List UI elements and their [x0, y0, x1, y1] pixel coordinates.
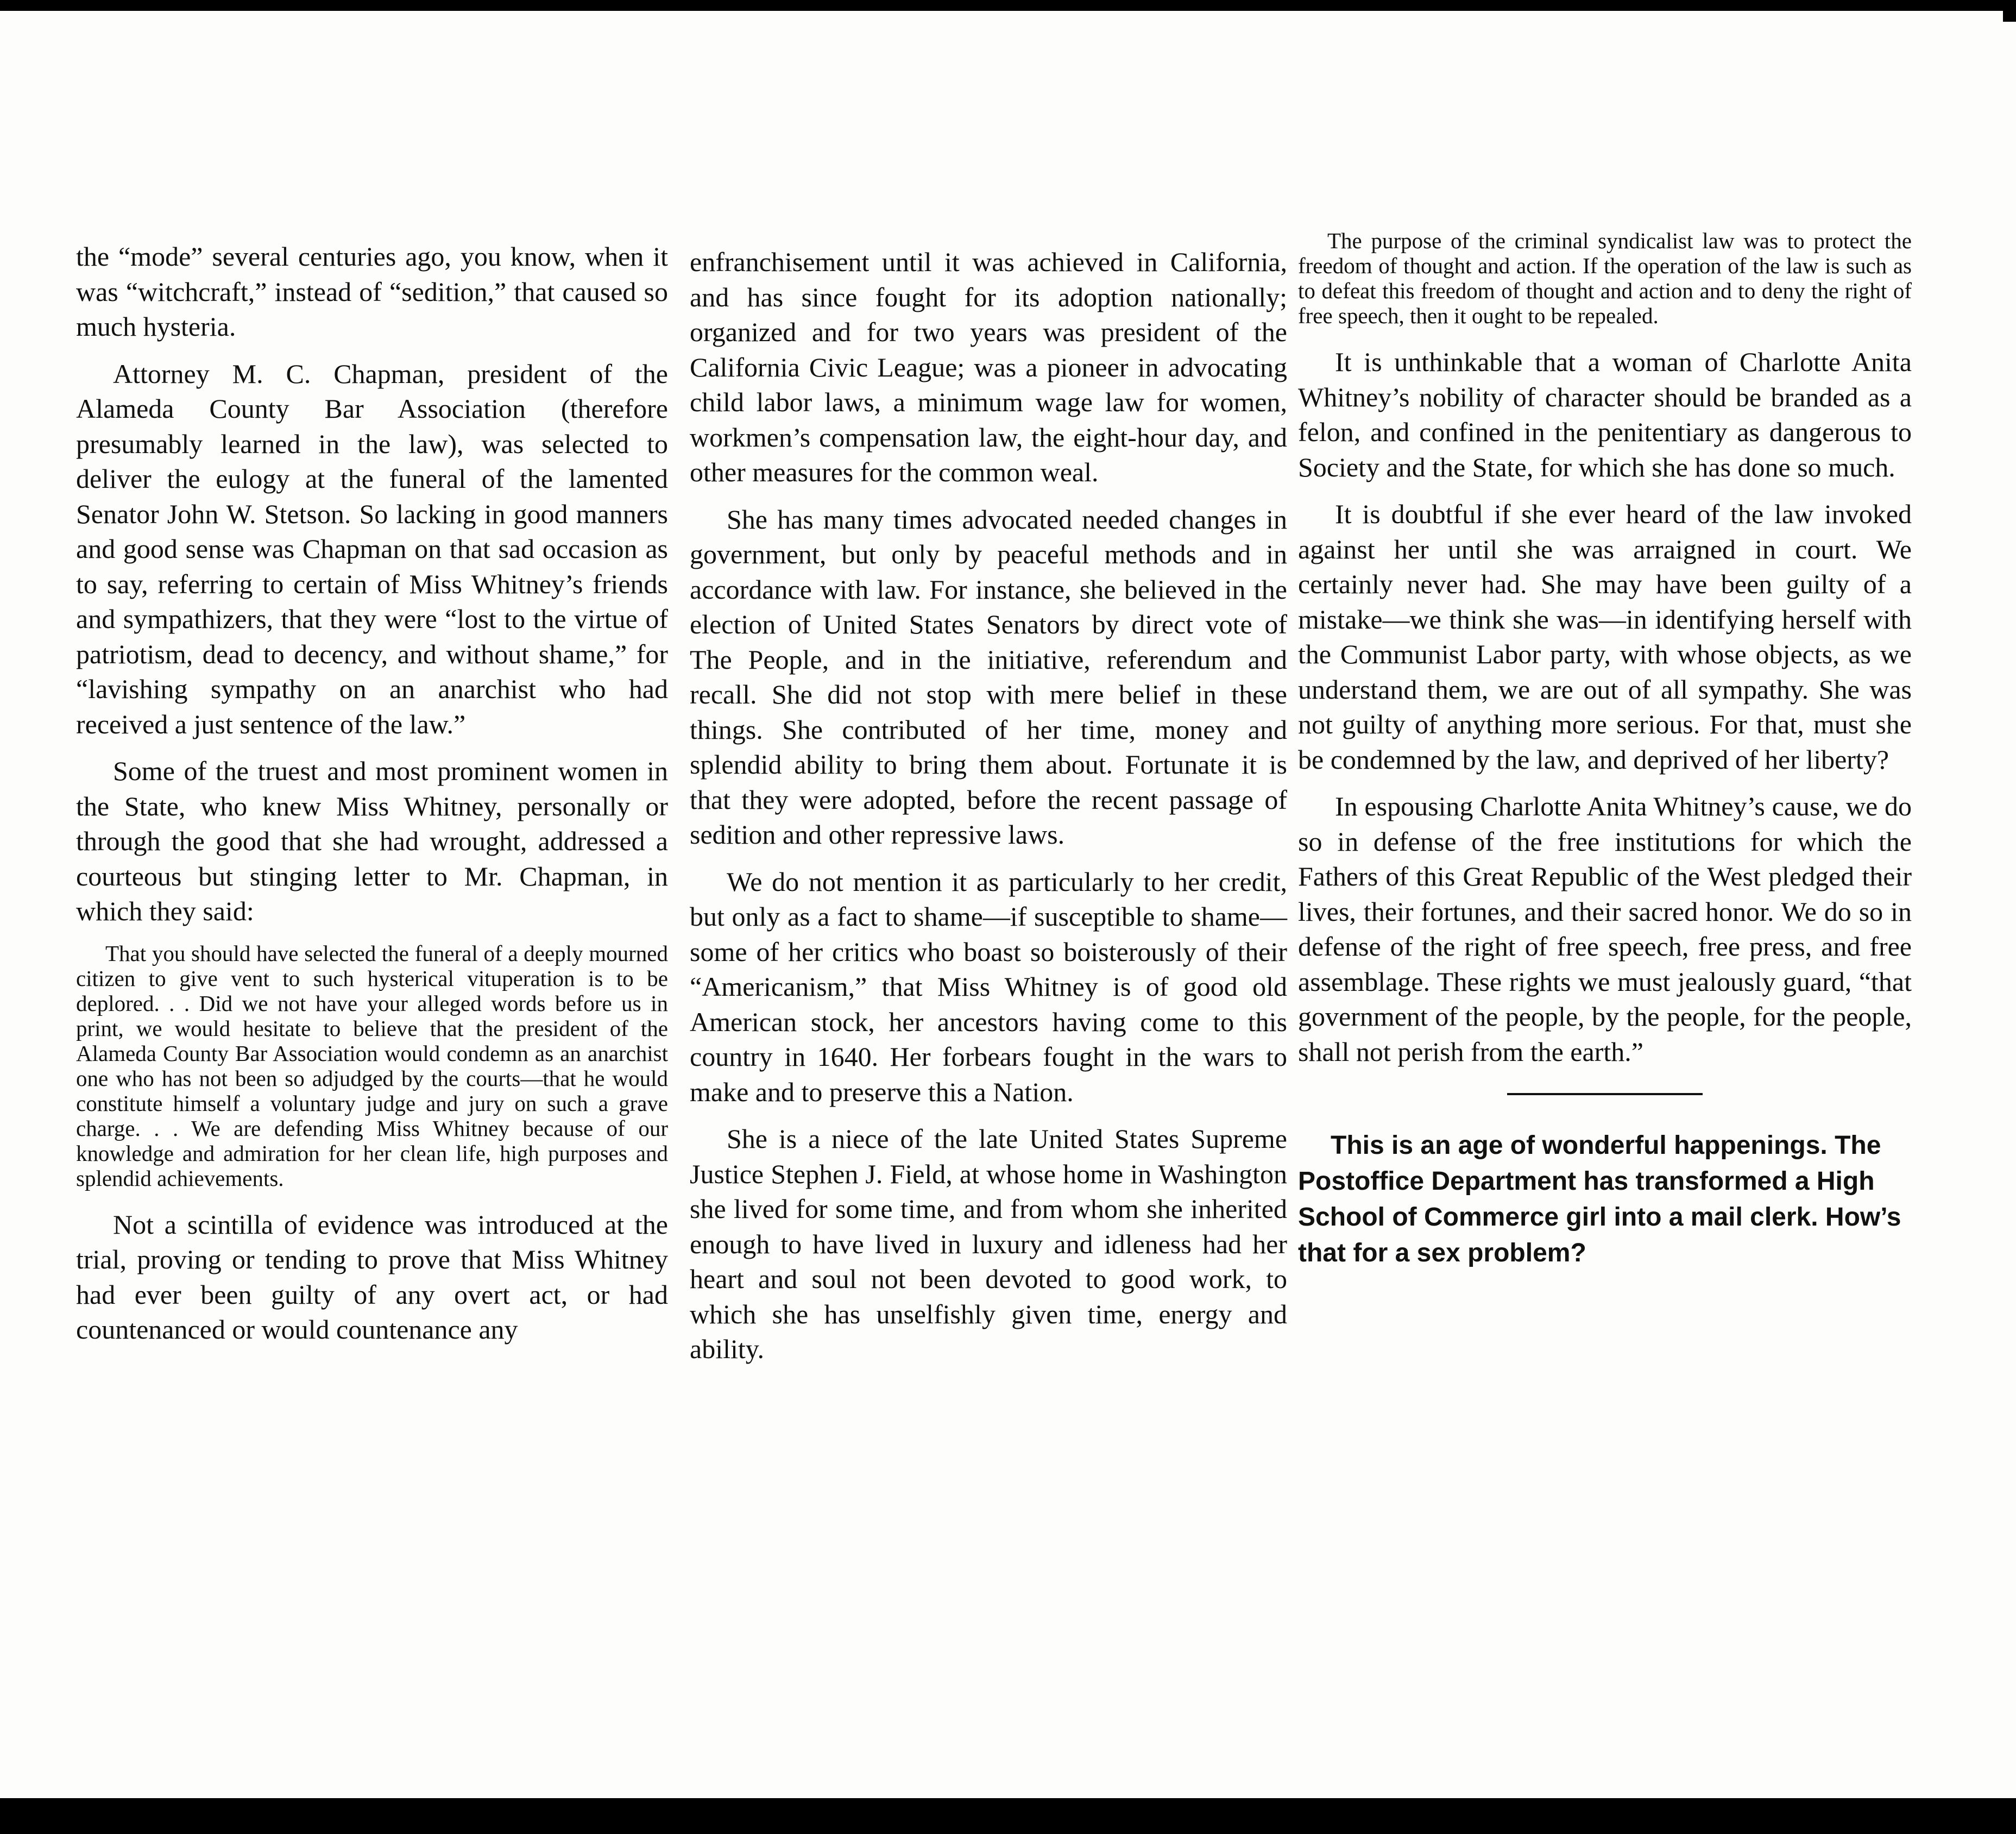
paragraph: In espousing Charlotte Anita Whitney’s cause, we do so in defense of the free institutions for which the Fathers of this Great Republic of the West pledged their lives, their fortunes, and their sacred honor. We do so in defense of the right of free speech, free press, and free assemblage. These rights we must jealously guard, “that government of the people, by the people, for the people, shall not perish from the earth.”: [1298, 791, 1912, 1067]
block-quote: That you should have selected the funeral of a deeply mourned citizen to give vent to such hysterical vituperation is to be deplored. . . Did we not have your alleged words before us in print, we would hesitate to believe that the president of the Alameda County Bar Association would condemn as an anarchist one who has not been so adjudged by the courts—that he would constitute himself a voluntary judge and jury on such a grave charge. . . We are defending Miss Whitney because of our knowledge and admiration for her clean life, high purposes and splendid achievements.: [76, 940, 668, 1191]
section-divider: [1507, 1093, 1703, 1095]
paragraph: Not a scintilla of evidence was introduced at the trial, proving or tending to prove that Miss Whitney had ever been guilty of any overt act, or had countenanced or would countenance any: [76, 1209, 668, 1345]
column-1: [76, 239, 668, 1359]
column-2: [690, 244, 1287, 1379]
closing-note: This is an age of wonderful happenings. The Postoffice Department has transformed a High School of Commerce girl into a mail clerk. How’s that for a sex problem?: [1298, 1131, 1901, 1267]
paragraph: Attorney M. C. Chapman, president of the Alameda County Bar Association (therefore presumably learned in the law), was selected to deliver the eulogy at the funeral of the lamented Senator John W. Stetson. So lacking in good manners and good sense was Chapman on that sad occasion as to say, referring to certain of Miss Whitney’s friends and sympathizers, that they were “lost to the virtue of patriotism, dead to decency, and without shame,” for “lavishing sympathy on an anarchist who had received a just sentence of the law.”: [76, 358, 668, 739]
paragraph: We do not mention it as particularly to her credit, but only as a fact to shame—if susceptible to shame—some of her critics who boast so boisterously of their “Americanism,” that Miss Whitney is of good old American stock, her ancestors having come to this country in 1640. Her forbears fought in the wars to make and to preserve this a Nation.: [690, 866, 1287, 1107]
column-3: [1298, 228, 1912, 1271]
paragraph-small-print: The purpose of the criminal syndicalist law was to protect the freedom of thought and action. If the operation of the law is such as to defeat this freedom of thought and action and to deny the right of free speech, then it ought to be repealed.: [1298, 228, 1912, 328]
scanned-page: [0, 11, 2016, 1798]
paragraph: the “mode” several centuries ago, you know, when it was “witchcraft,” instead of “sedition,” that caused so much hysteria.: [76, 241, 668, 342]
paragraph: Some of the truest and most prominent women in the State, who knew Miss Whitney, personally or through the good that she had wrought, addressed a courteous but stinging letter to Mr. Chapman, in which they said:: [76, 756, 668, 926]
paragraph: enfranchisement until it was achieved in California, and has since fought for its adoption nationally; organized and for two years was president of the California Civic League; was a pioneer in advocating child labor laws, a minimum wage law for women, workmen’s compensation law, the eight-hour day, and other measures for the common weal.: [690, 247, 1287, 487]
paragraph: It is doubtful if she ever heard of the law invoked against her until she was arraigned in court. We certainly never had. She may have been guilty of a mistake—we think she was—in identifying herself with the Communist Labor party, with whose objects, as we understand them, we are out of all sympathy. She was not guilty of anything more serious. For that, must she be condemned by the law, and deprived of her liberty?: [1298, 499, 1912, 775]
corner-mark: [2003, 11, 2016, 22]
paragraph: She is a niece of the late United States Supreme Justice Stephen J. Field, at whose home in Washington she lived for some time, and from whom she inherited enough to have lived in luxury and idleness had her heart and soul not been devoted to good work, to which she has unselfishly given time, energy and ability.: [690, 1123, 1287, 1364]
paragraph: She has many times advocated needed changes in government, but only by peaceful methods and in accordance with law. For instance, she believed in the election of United States Senators by direct vote of The People, and in the initiative, referendum and recall. She did not stop with mere belief in these things. She contributed of her time, money and splendid ability to bring them about. Fortunate it is that they were adopted, before the recent passage of sedition and other repressive laws.: [690, 504, 1287, 850]
paragraph: It is unthinkable that a woman of Charlotte Anita Whitney’s nobility of character should be branded as a felon, and confined in the penitentiary as dangerous to Society and the State, for which she has done so much.: [1298, 347, 1912, 482]
